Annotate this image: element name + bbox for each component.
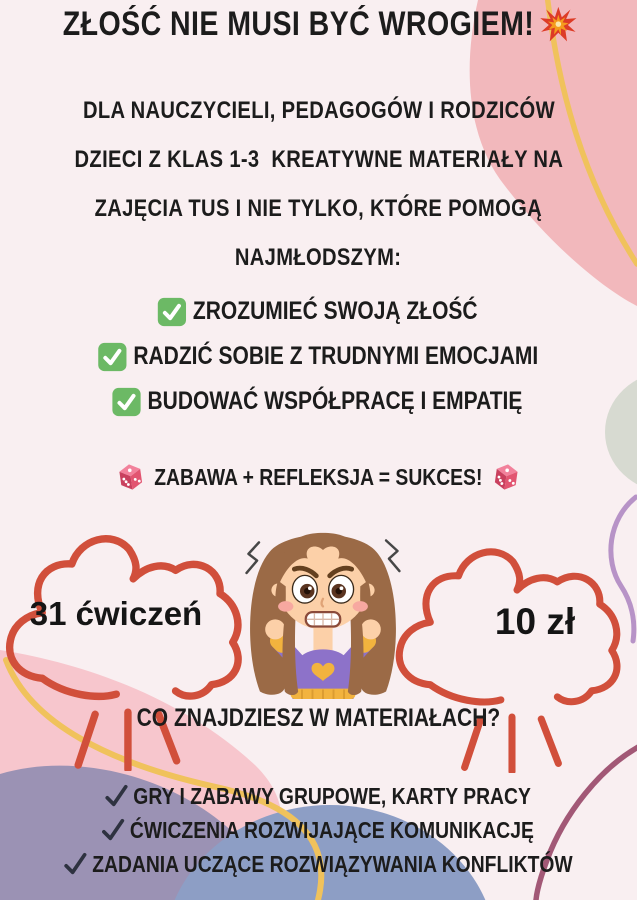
material-item — [0, 813, 637, 847]
price-badge — [392, 535, 634, 773]
header — [0, 5, 637, 44]
checkmark-icon — [104, 784, 128, 808]
green-checkbox-icon — [112, 387, 142, 417]
benefit-label: RADZIĆ SOBIE Z TRUDNYMI EMOCJAMI — [132, 342, 538, 370]
benefits-list — [0, 289, 637, 424]
green-checkbox-icon — [97, 342, 127, 372]
benefit-label: BUDOWAĆ WSPÓŁPRACĘ I EMPATIĘ — [147, 387, 523, 415]
material-label: GRY I ZABAWY GRUPOWE, KARTY PRACY — [133, 782, 531, 809]
angry-girl-illustration — [237, 508, 409, 699]
page-title: ZŁOŚĆ NIE MUSI BYĆ WROGIEM! — [62, 5, 535, 43]
formula-row — [0, 456, 637, 498]
benefit-item — [0, 334, 637, 379]
green-checkbox-icon — [157, 297, 187, 327]
checkmark-icon — [101, 818, 125, 842]
material-label: ĆWICZENIA ROZWIJAJĄCE KOMUNIKACJĘ — [129, 816, 534, 843]
burst-cloud-icon — [392, 535, 634, 773]
intro-line-1: DLA NAUCZYCIELI, PEDAGOGÓW I RODZICÓW — [82, 97, 555, 124]
intro-line-3: ZAJĘCIA TUS I NIE TYLKO, KTÓRE POMOGĄ — [94, 195, 543, 222]
intro-line-2: DZIECI Z KLAS 1-3 KREATYWNE MATERIAŁY NA — [74, 146, 563, 173]
materials-heading-row — [0, 704, 637, 733]
checkmark-icon — [63, 852, 87, 876]
intro-text — [0, 86, 637, 282]
material-item — [0, 779, 637, 813]
explosion-icon — [539, 6, 577, 44]
dice-icon — [116, 462, 146, 492]
intro-line-4: NAJMŁODSZYM: — [235, 244, 402, 271]
material-label: ZADANIA UCZĄCE ROZWIĄZYWANIA KONFLIKTÓW — [91, 850, 573, 877]
formula-label: ZABAWA + REFLEKSJA = SUKCES! — [154, 463, 483, 490]
dice-icon — [491, 462, 521, 492]
material-item — [0, 847, 637, 881]
benefit-item — [0, 379, 637, 424]
benefit-label: ZROZUMIEĆ SWOJĄ ZŁOŚĆ — [192, 297, 478, 325]
burst-cloud-icon — [2, 521, 256, 771]
benefit-item — [0, 289, 637, 334]
exercises-count: 31 ćwiczeń — [29, 595, 203, 632]
price-label: 10 zł — [494, 601, 576, 642]
materials-list — [0, 779, 637, 881]
materials-heading: CO ZNAJDZIESZ W MATERIAŁACH? — [136, 704, 501, 732]
exercises-badge — [2, 521, 256, 771]
